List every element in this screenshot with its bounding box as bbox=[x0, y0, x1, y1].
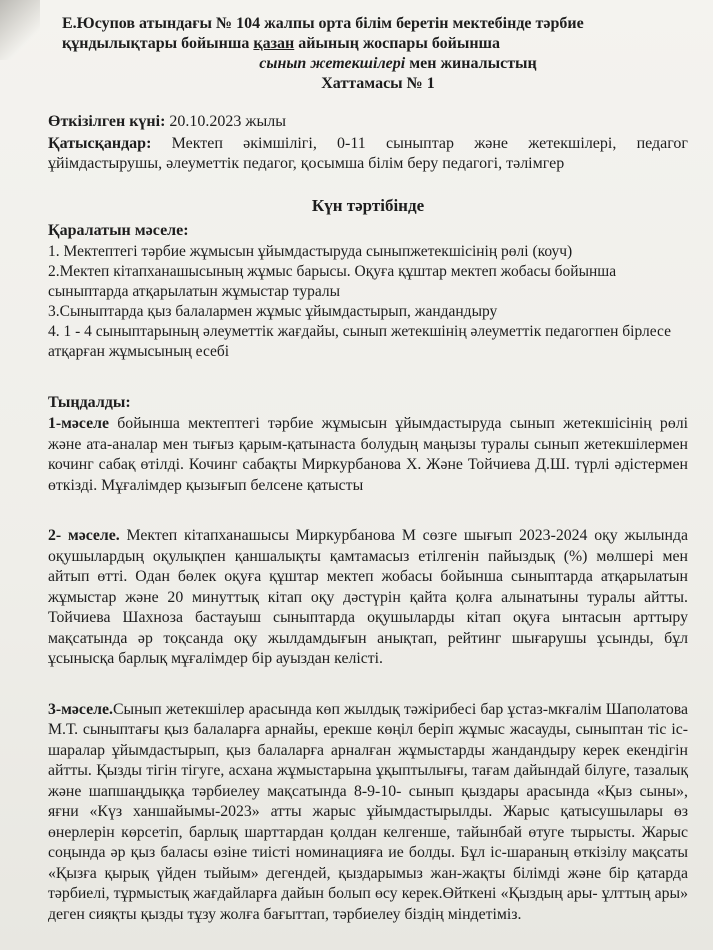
school-heading-line: Е.Юсупов атындағы № 104 жалпы орта білім беретін мектебінде тәрбие bbox=[62, 15, 584, 32]
issue-1-paragraph: 1-мәселе бойынша мектептегі тәрбие жұмысын ұйымдастыруда сынып жетекшісінің рөлі және ата-аналар мен тығыз қарым-қатынаста болудың маңызы туралы сынып жетекшілермен кочинг сабақ өтілді. Кочинг сабақты Миркурбанова Х. Жәнe Тойчиева Д.Ш. түрлі әдістермен өткізді. Мұғалімдер қызығып белсене қатысты bbox=[48, 415, 688, 494]
agenda-list bbox=[48, 242, 688, 362]
protocol-number: Хаттамасы № 1 bbox=[321, 75, 435, 92]
page-corner-shadow bbox=[0, 0, 40, 60]
plan-heading-line: құндылықтары бойынша қазан айының жоспары бойынша bbox=[62, 35, 501, 52]
issue-2-label: 2- мәселе. bbox=[48, 527, 120, 544]
month-underlined: қазан bbox=[253, 35, 295, 52]
issue-1-label: 1-мәселе bbox=[48, 415, 110, 432]
agenda-item: 1. Мектептегі тәрбие жұмысын ұйымдастыруда сыныпжетекшісінің рөлі (коуч) bbox=[48, 243, 573, 260]
protocol-document bbox=[48, 14, 688, 925]
agenda-item: 4. 1 - 4 сыныптарының әлеуметтік жағдайы, сынып жетекшінің әлеуметтік педагогпен бірлесе атқарған жұмысының есебі bbox=[48, 323, 671, 360]
agenda-item: 3.Сыныптарда қыз балалармен жұмыс ұйымдастырып, жандандыру bbox=[48, 303, 498, 320]
issue-3-label: 3-мәселе. bbox=[48, 700, 113, 718]
issue-2-paragraph: 2- мәселе. Мектеп кітапханашысы Миркурбанова М сөзге шығып 2023-2024 оқу жылында оқушылардың оқулықпен қаншалықты қамтамасыз етілгенін пайыздық (%) мөлшері мен айтып өтті. Одан бөлек оқуға құштар мектеп жобасы бойынша сыныптарда атқарылатын жұмыстар және 20 минуттық кітап оқу дәстүрін қайта қолға алынатыны туралы айтты. Тойчиева Шахноза бастауыш сыныптарда оқушыларды кітап оқуға ынтасын арттыру мақсатында әр тоқсанда оқу жылдамдығын анықтап, рейтинг шығарушы ұсынды, бұл ұсынысқа барлық мұғалімдер бір ауыздан келісті. bbox=[48, 527, 688, 667]
meeting-heading-line: сынып жетекшілері мен жиналыстың bbox=[259, 55, 537, 72]
issue-3-paragraph: 3-мәселе.Сынып жетекшілер арасында көп жылдық тәжірибесі бар ұстаз-мкғалім Шаполатова М.Т. сыныптағы қыз балаларға арнайы, ерекше көңіл беріп жұмыс жасауды, сыныптан тіс іс-шаралар ұйымдастырып, қыз балаларға арналған жұмыстарды жандандыру керек екендігін айтты. Қызды тігін тігуге, асхана жұмыстарына ұқыптылығы, тағам дайындай білуге, тазалық және шапшаңдыққа тәрбиелеу мақсатында 8-9-10- сынып қыздары арасында «Қыз сыны», яғни «Күз ханшайымы-2023» атты жарыс ұйымдастырылды. Жарыс қатысушылары өз өнерлерін көрсетіп, барлық шарттардан қолдан келгенше, тайынбай өтуге тырысты. Жарыс соңында әр қыз баласы өзіне тиісті номинацияға ие болды. Бұл іс-шараның өткізілу мақсаты «Қызға қырық үйден тыйым» дегендей, қыздарымыз жан-жақты білімді және бір қатарда тәрбиелі, тұрмыстық жағдайларға дайын болып өсу керек.Өйткені «Қыздың ары- ұлттың ары» деген сияқты қызды тұзу жолға бағыттап, тәрбиелеу біздің міндетіміз. bbox=[48, 700, 688, 923]
agenda-title: Күн тәртібінде bbox=[311, 196, 425, 215]
listened-title: Тыңдалды: bbox=[48, 394, 131, 411]
class-teachers-italic: сынып жетекшілері bbox=[259, 55, 406, 72]
participants: Қатысқандар: Мектеп әкімшілігі, 0-11 сыныптар және жетекшілері, педагог ұйімдастырушы, әлеуметтік педагог, қосымша білім беру педагогі, тәлімгер bbox=[48, 135, 688, 172]
meeting-date: Өткізілген күні: 20.10.2023 жылы bbox=[48, 113, 286, 130]
agenda-item: 2.Мектеп кітапханашысының жұмыс барысы. Оқуға құштар мектеп жобасы бойынша сыныптарда атқарылатын жұмыстар туралы bbox=[48, 263, 617, 300]
agenda-subtitle: Қаралатын мәселе: bbox=[48, 222, 189, 239]
